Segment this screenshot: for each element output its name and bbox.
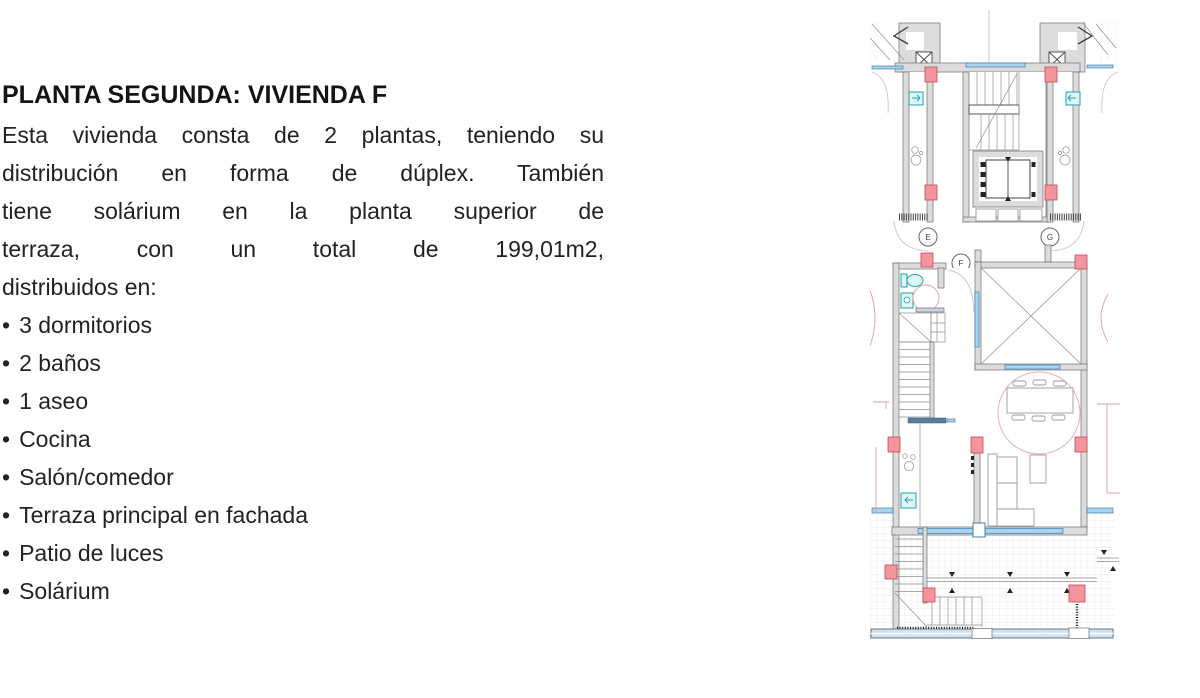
floor-edge <box>908 418 946 423</box>
list-item <box>2 534 604 572</box>
bullet-marker: • <box>2 388 11 414</box>
list-item <box>2 458 604 496</box>
description-paragraph <box>2 116 604 306</box>
feature-label: Patio de luces <box>19 540 164 566</box>
neighbor-glazing-left <box>872 66 903 69</box>
neighbor-glazing-right <box>1087 508 1113 513</box>
chair-icon <box>1032 416 1045 421</box>
toilet-icon <box>901 274 923 287</box>
feature-label: 2 baños <box>19 350 101 376</box>
page-title: PLANTA SEGUNDA: VIVIENDA F <box>2 81 388 109</box>
sink-icon <box>901 493 916 508</box>
meter-cabinets <box>976 209 1042 221</box>
paragraph-line: distribuidos en: <box>2 274 157 300</box>
list-item <box>2 420 604 458</box>
feature-label: 1 aseo <box>19 388 89 414</box>
list-item <box>2 306 604 344</box>
unit-label-g <box>1041 228 1059 246</box>
list-item <box>2 496 604 534</box>
paragraph-line: tiene solárium en la planta superior de <box>2 198 604 224</box>
vent-box-icon <box>909 92 923 105</box>
chair-icon <box>1052 415 1065 420</box>
feature-label: Cocina <box>19 426 91 452</box>
chair-icon <box>1033 380 1046 385</box>
bullet-marker: • <box>2 312 11 338</box>
elevator-icon <box>973 151 1043 207</box>
terrace-door <box>973 523 985 537</box>
list-item <box>2 344 604 382</box>
unit-label-e <box>919 228 937 246</box>
bullet-marker: • <box>2 540 11 566</box>
chair-icon <box>1053 381 1066 386</box>
stairwell-window <box>966 63 1025 67</box>
svg-text:E: E <box>925 233 931 242</box>
features-list <box>2 306 604 610</box>
bullet-marker: • <box>2 350 11 376</box>
floor-plan-drawing <box>870 10 1120 660</box>
svg-text:G: G <box>1046 233 1054 242</box>
neighbor-glazing-right <box>1087 65 1113 68</box>
bullet-marker: • <box>2 464 11 490</box>
sink-icon <box>901 293 913 308</box>
neighbor-glazing-left <box>872 508 893 513</box>
bullet-marker: • <box>2 426 11 452</box>
paragraph-line: terraza, con un total de 199,01m2, <box>2 236 604 262</box>
list-item <box>2 382 604 420</box>
vanity-counter <box>916 308 944 312</box>
description-block <box>2 80 604 610</box>
side-table-icon <box>1030 455 1046 483</box>
feature-label: Solárium <box>19 578 110 604</box>
list-item <box>2 572 604 610</box>
chair-icon <box>1012 415 1025 420</box>
bottom-boundary <box>871 628 1113 639</box>
paragraph-line: Esta vivienda consta de 2 plantas, teniendo su <box>2 122 604 148</box>
feature-label: Terraza principal en fachada <box>19 502 309 528</box>
bullet-marker: • <box>2 578 11 604</box>
feature-label: 3 dormitorios <box>19 312 152 338</box>
svg-text:F: F <box>958 259 964 268</box>
terrace-glazing <box>918 529 1063 534</box>
feature-label: Salón/comedor <box>19 464 174 490</box>
floor-plan <box>870 10 1120 660</box>
paragraph-line: distribución en forma de dúplex. También <box>2 160 604 186</box>
chair-icon <box>1013 381 1026 386</box>
dining-table-icon <box>1007 388 1073 413</box>
bullet-marker: • <box>2 502 11 528</box>
